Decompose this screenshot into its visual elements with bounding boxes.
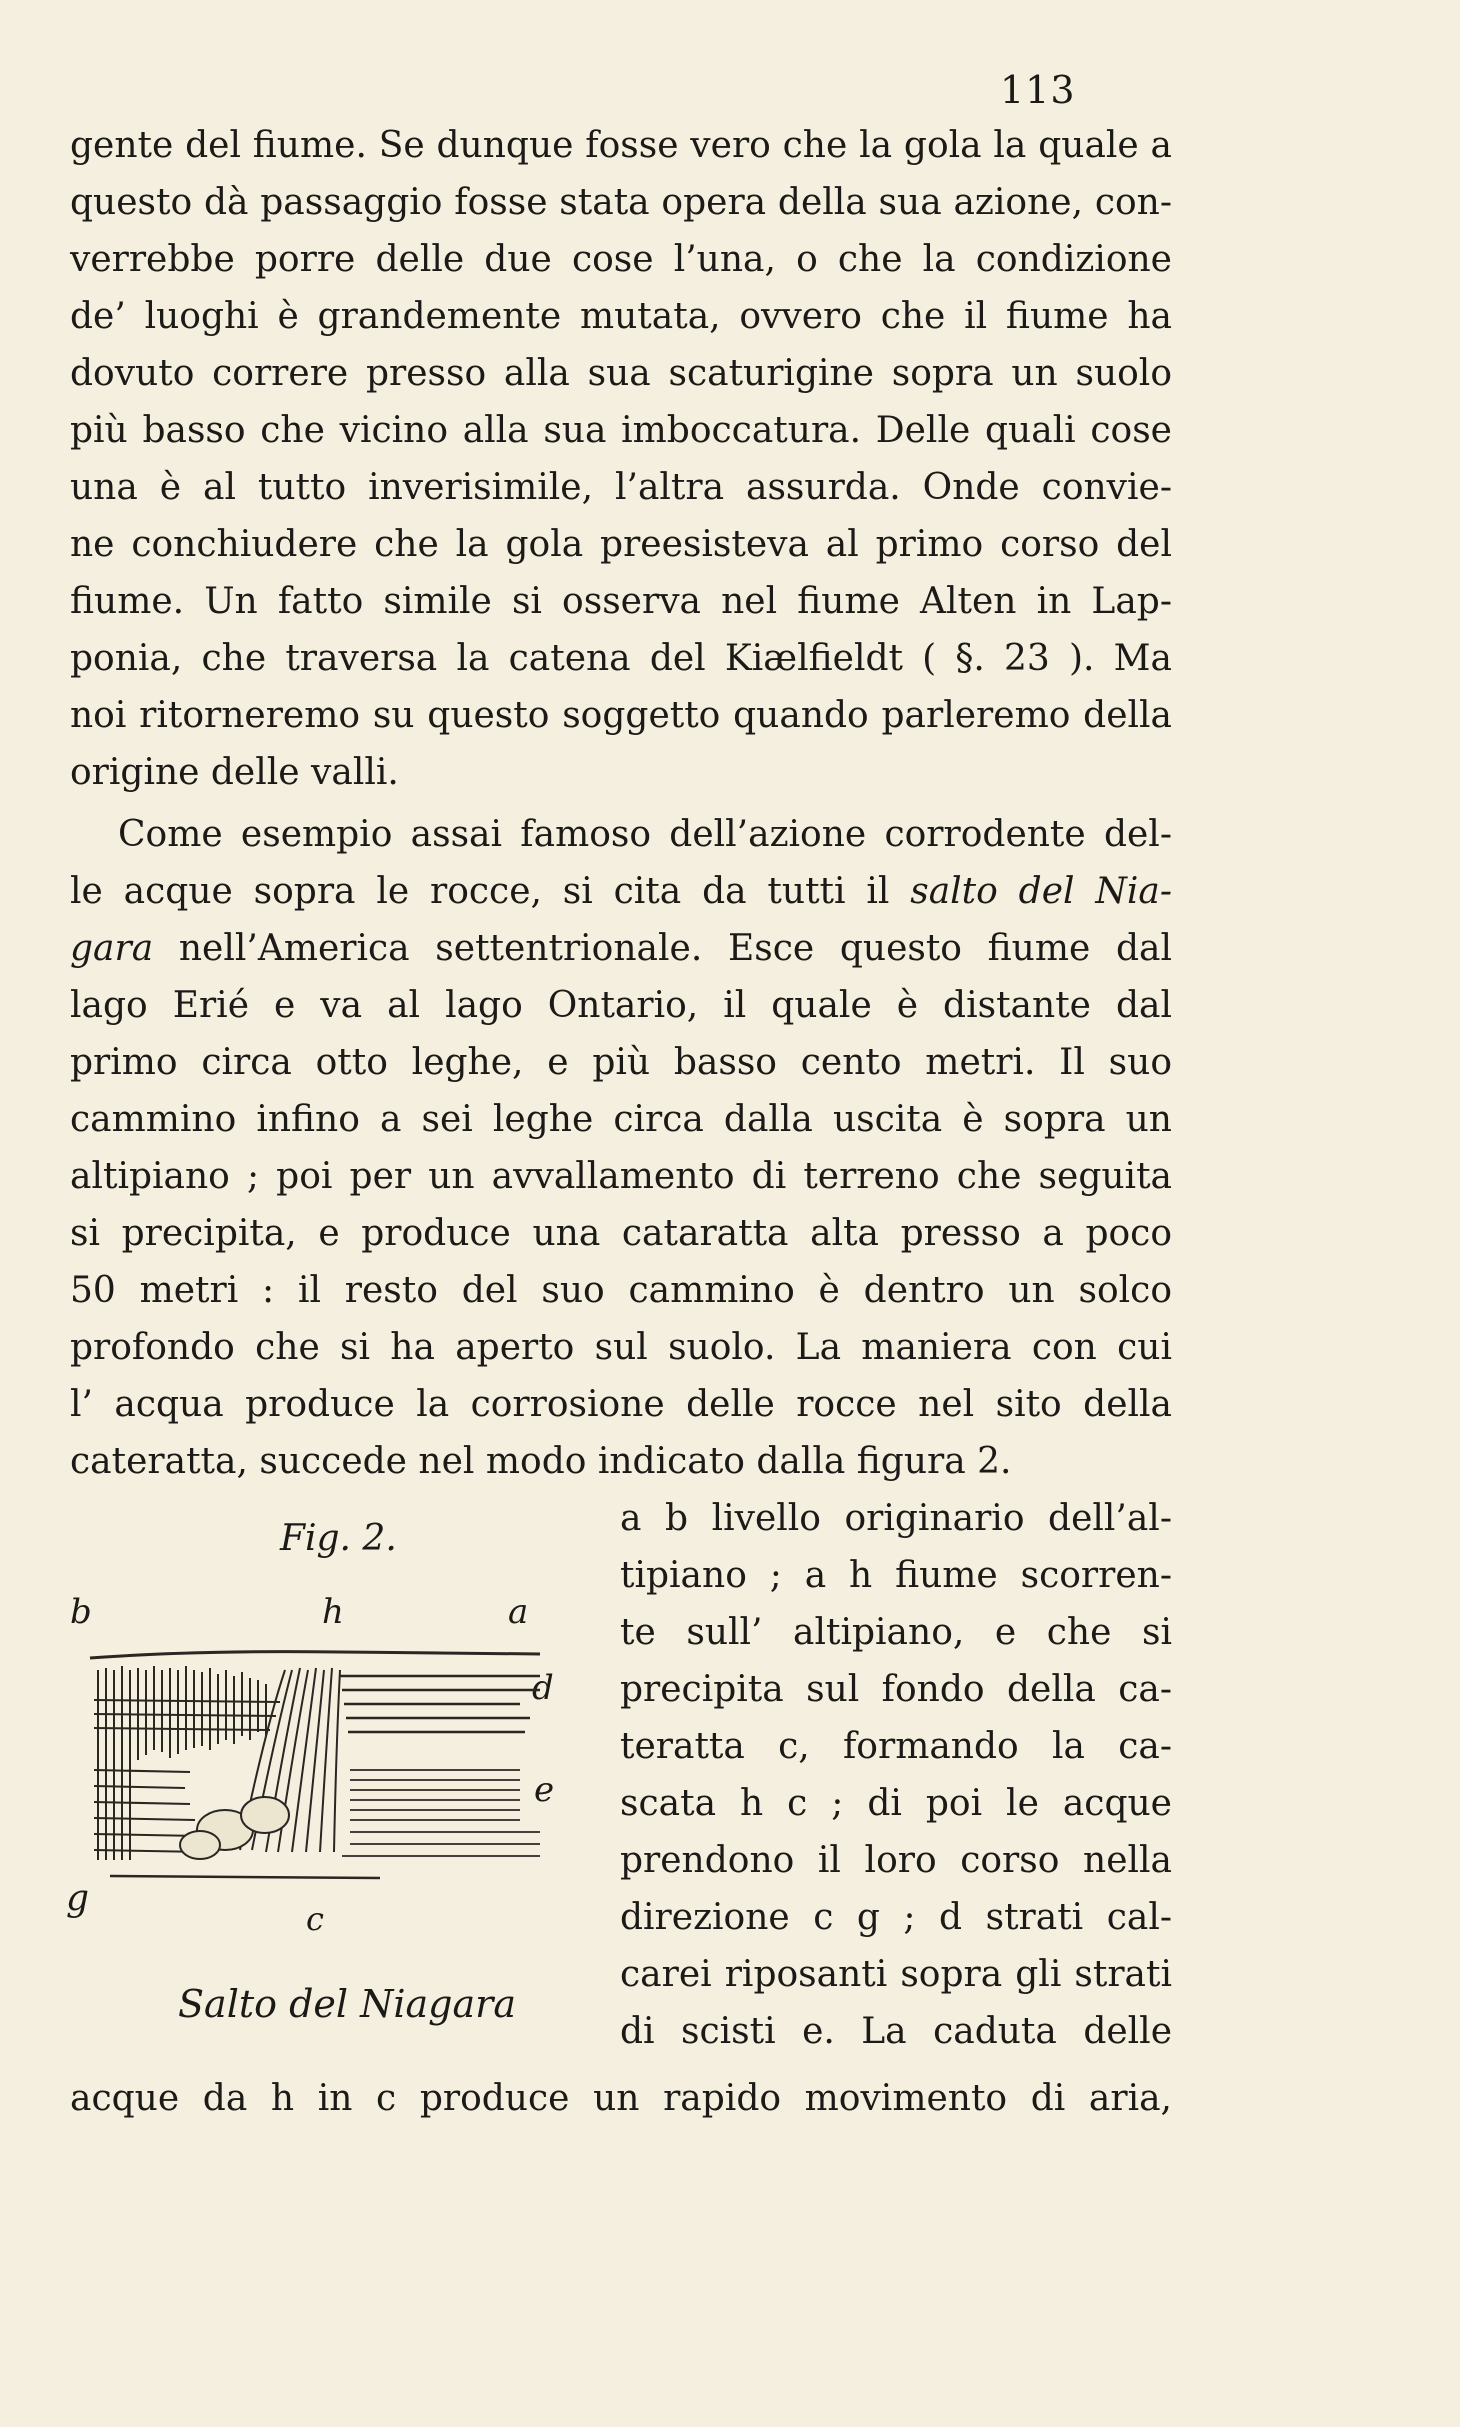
text-line: si precipita, e produce una cataratta alta presso a poco — [70, 1213, 1172, 1254]
text-line: cateratta, succede nel modo indicato dalla figura 2. — [70, 1441, 1012, 1482]
text-line: altipiano ; poi per un avvallamento di terreno che seguita — [70, 1156, 1172, 1197]
figure-letter-c: c — [306, 1900, 324, 1938]
text-line: dovuto correre presso alla sua scaturigine sopra un suolo — [70, 353, 1172, 394]
niagara-falls-engraving — [80, 1640, 550, 1890]
text-span: nell’America settentrionale. Esce questo fiume dal — [153, 928, 1172, 969]
text-line: noi ritorneremo su questo soggetto quando parleremo della — [70, 695, 1172, 736]
text-line: una è al tutto inverisimile, l’altra assurda. Onde convie- — [70, 467, 1172, 508]
text-line: a b livello originario dell’al- — [620, 1498, 1172, 1539]
text-line: gente del fiume. Se dunque fosse vero che la gola la quale a — [70, 125, 1172, 166]
text-line: prendono il loro corso nella — [620, 1840, 1172, 1881]
figure-letter-g: g — [66, 1878, 90, 1919]
text-line: 50 metri : il resto del suo cammino è dentro un solco — [70, 1270, 1172, 1311]
figure-letter-e: e — [534, 1770, 555, 1810]
text-line: questo dà passaggio fosse stata opera della sua azione, con- — [70, 182, 1172, 223]
text-line: direzione c g ; d strati cal- — [620, 1897, 1172, 1938]
text-span: le acque sopra le rocce, si cita da tutti il — [70, 871, 911, 912]
figure-label: Fig. 2. — [280, 1518, 397, 1559]
page-number: 113 — [1000, 68, 1076, 112]
figure-2 — [60, 1500, 580, 2040]
text-line: cammino infino a sei leghe circa dalla uscita è sopra un — [70, 1099, 1172, 1140]
text-line — [70, 921, 1172, 977]
figure-letter-a: a — [508, 1592, 529, 1632]
text-line: Come esempio assai famoso dell’azione corrodente del- — [118, 814, 1172, 855]
text-line: profondo che si ha aperto sul suolo. La maniera con cui — [70, 1327, 1172, 1368]
italic-span: salto del Nia- — [910, 871, 1173, 912]
text-line: fiume. Un fatto simile si osserva nel fiume Alten in Lap- — [70, 581, 1172, 622]
text-line: origine delle valli. — [70, 752, 399, 793]
text-line — [70, 864, 1172, 920]
text-line: teratta c, formando la ca- — [620, 1726, 1172, 1767]
text-line: lago Erié e va al lago Ontario, il quale è distante dal — [70, 985, 1172, 1026]
figure-letter-d: d — [532, 1668, 554, 1708]
italic-span: gara — [70, 928, 154, 969]
text-line: verrebbe porre delle due cose l’una, o che la condizione — [70, 239, 1172, 280]
text-line: ponia, che traversa la catena del Kiælfieldt ( §. 23 ). Ma — [70, 638, 1172, 679]
figure-letter-b: b — [70, 1592, 92, 1632]
figure-letter-h: h — [322, 1592, 344, 1632]
text-line: primo circa otto leghe, e più basso cento metri. Il suo — [70, 1042, 1172, 1083]
text-line: più basso che vicino alla sua imboccatura. Delle quali cose — [70, 410, 1172, 451]
text-line: tipiano ; a h fiume scorren- — [620, 1555, 1172, 1596]
text-line: scata h c ; di poi le acque — [620, 1783, 1172, 1824]
text-line: de’ luoghi è grandemente mutata, ovvero che il fiume ha — [70, 296, 1172, 337]
text-line: l’ acqua produce la corrosione delle rocce nel sito della — [70, 1384, 1172, 1425]
text-line: ne conchiudere che la gola preesisteva al primo corso del — [70, 524, 1172, 565]
text-line: te sull’ altipiano, e che si — [620, 1612, 1172, 1653]
text-line: precipita sul fondo della ca- — [620, 1669, 1172, 1710]
text-line: carei riposanti sopra gli strati — [620, 1954, 1172, 1995]
figure-caption: Salto del Niagara — [178, 1982, 516, 2026]
text-line: di scisti e. La caduta delle — [620, 2011, 1172, 2052]
text-line: acque da h in c produce un rapido movimento di aria, — [70, 2078, 1172, 2119]
